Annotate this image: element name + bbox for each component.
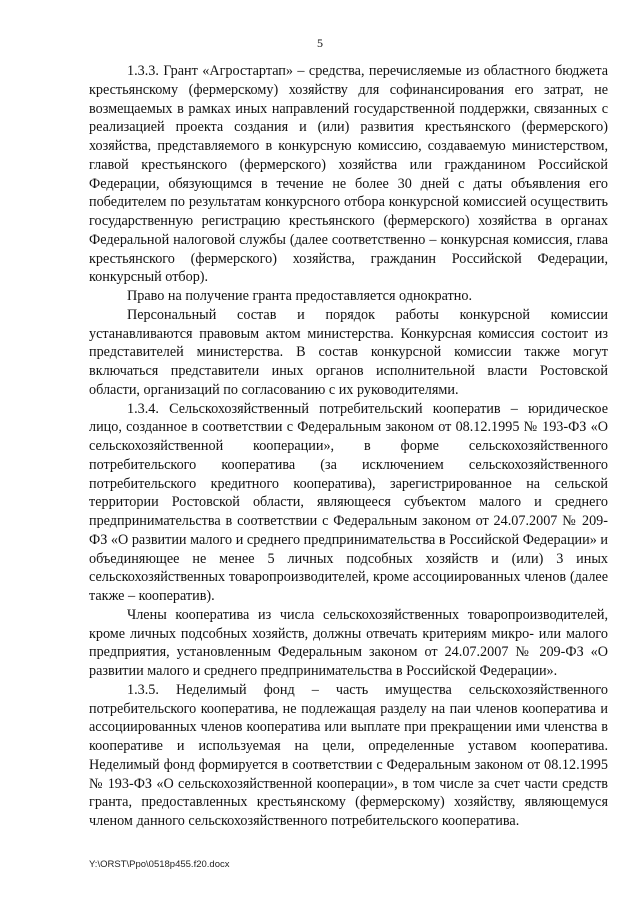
footer-file-path: Y:\ORST\Ppo\0518p455.f20.docx — [89, 859, 230, 870]
paragraph-commission: Персональный состав и порядок работы конкурсной комиссии устанавливаются правовым актом министерства. Конкурсная комиссия состоит из представителей министерства. В состав конкурсной комиссии также могут включаться представители иных органов исполнительной власти Ростовской области, организаций по согласованию с их руководителями. — [89, 306, 608, 398]
page-number: 5 — [317, 36, 323, 50]
paragraph-cooperative-members: Члены кооператива из числа сельскохозяйственных товаропроизводителей, кроме личных подсобных хозяйств, должны отвечать критериям микро- или малого предприятия, установленным Федеральным законом от 24.07.2007 № 209-ФЗ «О развитии малого и среднего предпринимательства в Российской Федерации». — [89, 606, 608, 679]
paragraph-1-3-3: 1.3.3. Грант «Агростартап» – средства, перечисляемые из областного бюджета крестьянскому (фермерскому) хозяйству для софинансирования его затрат, не возмещаемых в рамках иных направлений государственной поддержки, связанных с реализацией проекта создания и (или) развития крестьянского (фермерского) хозяйства, представляемого в конкурсную комиссию, создаваемую министерством, главой крестьянского (фермерского) хозяйства или гражданином Российской Федерации, обязующимся в течение не более 30 дней с даты объявления его победителем по результатам конкурсного отбора конкурсной комиссией осуществить государственную регистрацию крестьянского (фермерского) хозяйства в органах Федеральной налоговой службы (далее соответственно – конкурсная комиссия, глава крестьянского (фермерского) хозяйства, гражданин Российской Федерации, конкурсный отбор). — [89, 63, 608, 286]
paragraph-1-3-5: 1.3.5. Неделимый фонд – часть имущества сельскохозяйственного потребительского кооператива, не подлежащая разделу на паи членов кооператива и ассоциированных членов кооператива или выплате при прекращении ими членства в кооперативе и используемая на цели, определенные уставом кооператива. Неделимый фонд формируется в соответствии с Федеральным законом от 08.12.1995 № 193-ФЗ «О сельскохозяйственной кооперации», в том числе за счет части средств гранта, предоставленных крестьянскому (фермерскому) хозяйству, являющемуся членом данного сельскохозяйственного потребительского кооператива. — [89, 681, 608, 829]
paragraph-1-3-4: 1.3.4. Сельскохозяйственный потребительский кооператив – юридическое лицо, созданное в соответствии с Федеральным законом от 08.12.1995 № 193-ФЗ «О сельскохозяйственной кооперации», в форме сельскохозяйственного потребительского кооператива (за исключением сельскохозяйственного потребительского кредитного кооператива), зарегистрированное на сельской территории Ростовской области, являющееся субъектом малого и среднего предпринимательства в соответствии с Федеральным законом от 24.07.2007 № 209-ФЗ «О развитии малого и среднего предпринимательства в Российской Федерации» и объединяющее не менее 5 личных подсобных хозяйств и (или) 3 иных сельскохозяйственных товаропроизводителей, кроме ассоциированных членов (далее также – кооператив). — [89, 400, 608, 604]
document-body — [89, 62, 608, 831]
paragraph-grant-once: Право на получение гранта предоставляется однократно. — [127, 288, 472, 304]
